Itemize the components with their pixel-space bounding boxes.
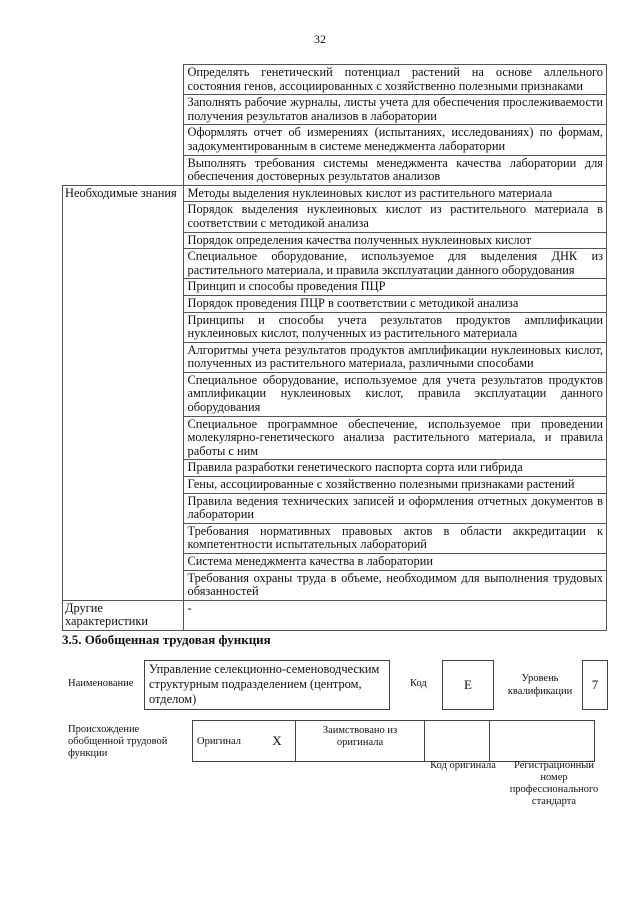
origin-label: Происхождение обобщенной трудовой функции <box>68 724 168 759</box>
row-text: Система менеджмента качества в лаборатории <box>183 554 607 571</box>
row-text: Специальное программное обеспечение, используемое при проведении молекулярно-генетического анализа растительного материала, и правила работы с ним <box>183 416 607 460</box>
row-text: Правила разработки генетического паспорта сорта или гибрида <box>183 460 607 477</box>
code-field: E <box>442 660 494 710</box>
row-text: Гены, ассоциированные с хозяйственно полезными признаками растений <box>183 477 607 494</box>
qualification-level-label: Уровень квалификации <box>507 673 573 697</box>
row-text: Специальное оборудование, используемое для учета результатов продуктов амплификации нуклеиновых кислот, правила эксплуатации данного оборудования <box>183 372 607 416</box>
original-code-cell <box>425 721 490 762</box>
function-name-field: Управление селекционно-семеноводческим структурным подразделением (центром, отделом) <box>144 660 390 710</box>
code-label: Код <box>410 678 427 689</box>
borrowed-label: Заимствовано из оригинала <box>296 721 425 762</box>
row-text: Заполнять рабочие журналы, листы учета для обеспечения прослеживаемости получения результатов анализов в лаборатории <box>183 95 607 125</box>
table-row <box>63 65 607 95</box>
original-mark: X <box>259 721 296 762</box>
row-text: Порядок выделения нуклеиновых кислот из растительного материала в соответствии с методикой анализа <box>183 202 607 232</box>
name-label: Наименование <box>68 678 134 689</box>
row-text: Выполнять требования системы менеджмента качества лаборатории для обеспечения достоверных результатов анализов <box>183 155 607 185</box>
table-row <box>63 600 607 630</box>
row-text: Определять генетический потенциал растений на основе аллельного состояния генов, ассоциированных с хозяйственно полезными признаками <box>183 65 607 95</box>
row-text: Принцип и способы проведения ПЦР <box>183 279 607 296</box>
row-label: Необходимые знания <box>63 185 184 600</box>
row-text: Специальное оборудование, используемое для выделения ДНК из растительного материала, и правила эксплуатации данного оборудования <box>183 249 607 279</box>
row-text: Требования нормативных правовых актов в области аккредитации к компетентности испытательных лабораторий <box>183 523 607 553</box>
row-text: Порядок проведения ПЦР в соответствии с методикой анализа <box>183 295 607 312</box>
original-label: Оригинал <box>193 721 260 762</box>
row-text: - <box>183 600 607 630</box>
qualification-level-field: 7 <box>582 660 608 710</box>
origin-table <box>192 720 595 762</box>
row-label: Другие характеристики <box>63 600 184 630</box>
row-text: Требования охраны труда в объеме, необходимом для выполнения трудовых обязанностей <box>183 570 607 600</box>
row-label-empty <box>63 65 184 186</box>
section-title: 3.5. Обобщенная трудовая функция <box>62 632 271 647</box>
registration-number-cell <box>490 721 595 762</box>
row-text: Принципы и способы учета результатов продуктов амплификации нуклеиновых кислот, полученных из растительного материала <box>183 312 607 342</box>
page-number: 32 <box>314 32 326 46</box>
row-text: Методы выделения нуклеиновых кислот из растительного материала <box>183 185 607 202</box>
row-text: Оформлять отчет об измерениях (испытаниях, исследованиях) по формам, задокументированным в системе менеджмента лаборатории <box>183 125 607 155</box>
original-code-caption: Код оригинала <box>430 760 496 771</box>
row-text: Порядок определения качества полученных нуклеиновых кислот <box>183 232 607 249</box>
registration-number-caption: Регистрационный номер профессионального стандарта <box>509 760 599 807</box>
competency-table <box>62 64 607 631</box>
row-text: Правила ведения технических записей и оформления отчетных документов в лаборатории <box>183 493 607 523</box>
table-row <box>63 185 607 202</box>
row-text: Алгоритмы учета результатов продуктов амплификации нуклеиновых кислот, полученных из растительного материала, различными способами <box>183 342 607 372</box>
